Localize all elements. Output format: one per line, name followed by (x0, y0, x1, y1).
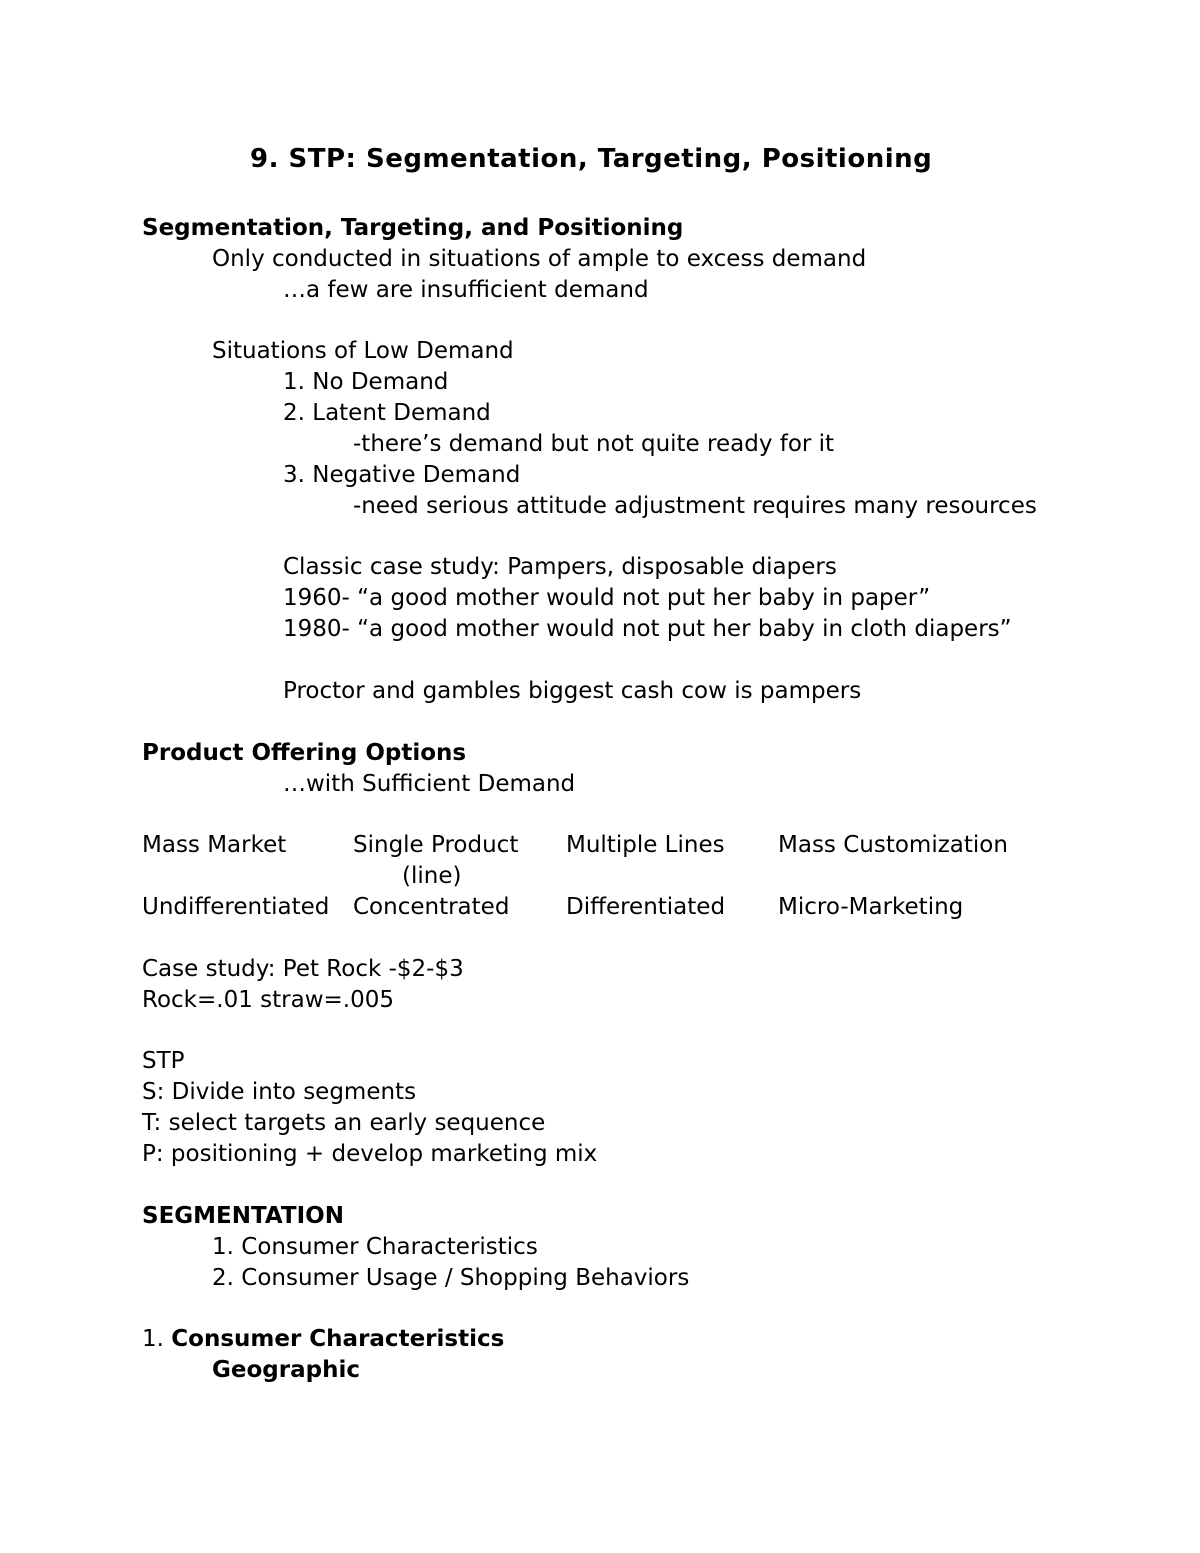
list-item: 1. No Demand (283, 369, 449, 395)
table-cell: Differentiated (566, 894, 726, 920)
list-item-note: -need serious attitude adjustment requires many resources (353, 493, 1037, 519)
low-demand-heading: Situations of Low Demand (212, 338, 514, 364)
table-cell: (line) (402, 863, 462, 889)
table-cell: Undifferentiated (142, 894, 330, 920)
list-item-note: -there’s demand but not quite ready for it (353, 431, 835, 457)
text-line: …a few are insufficient demand (283, 277, 649, 303)
case-study-line: Case study: Pet Rock -$2-$3 (142, 956, 464, 982)
list-item: 2. Consumer Usage / Shopping Behaviors (212, 1265, 690, 1291)
case-study-line: Proctor and gambles biggest cash cow is pampers (283, 678, 862, 704)
stp-label: STP (142, 1048, 185, 1074)
section-heading-stp: Segmentation, Targeting, and Positioning (142, 215, 684, 241)
case-study-line: 1980- “a good mother would not put her baby in cloth diapers” (283, 616, 1012, 642)
table-cell: Mass Customization (778, 832, 1008, 858)
section-heading-segmentation: SEGMENTATION (142, 1203, 344, 1229)
table-cell: Single Product (353, 832, 519, 858)
text-line: …with Sufficient Demand (283, 771, 576, 797)
table-cell: Micro-Marketing (778, 894, 964, 920)
table-cell: Mass Market (142, 832, 287, 858)
subsection-number: 1. (142, 1326, 172, 1352)
stp-line: T: select targets an early sequence (142, 1110, 546, 1136)
table-cell: Multiple Lines (566, 832, 725, 858)
case-study-line: Rock=.01 straw=.005 (142, 987, 394, 1013)
list-item: 2. Latent Demand (283, 400, 491, 426)
page-title: 9. STP: Segmentation, Targeting, Positioning (250, 144, 933, 174)
subsection-title: Consumer Characteristics (171, 1326, 505, 1352)
list-item: 3. Negative Demand (283, 462, 521, 488)
subsection-heading (142, 1328, 504, 1351)
section-heading-product-offering: Product Offering Options (142, 740, 467, 766)
text-line: Only conducted in situations of ample to excess demand (212, 246, 867, 272)
list-item: 1. Consumer Characteristics (212, 1234, 538, 1260)
stp-line: P: positioning + develop marketing mix (142, 1141, 598, 1167)
stp-line: S: Divide into segments (142, 1079, 417, 1105)
geographic-heading: Geographic (212, 1357, 360, 1383)
case-study-line: 1960- “a good mother would not put her baby in paper” (283, 585, 931, 611)
table-cell: Concentrated (353, 894, 510, 920)
case-study-line: Classic case study: Pampers, disposable diapers (283, 554, 837, 580)
